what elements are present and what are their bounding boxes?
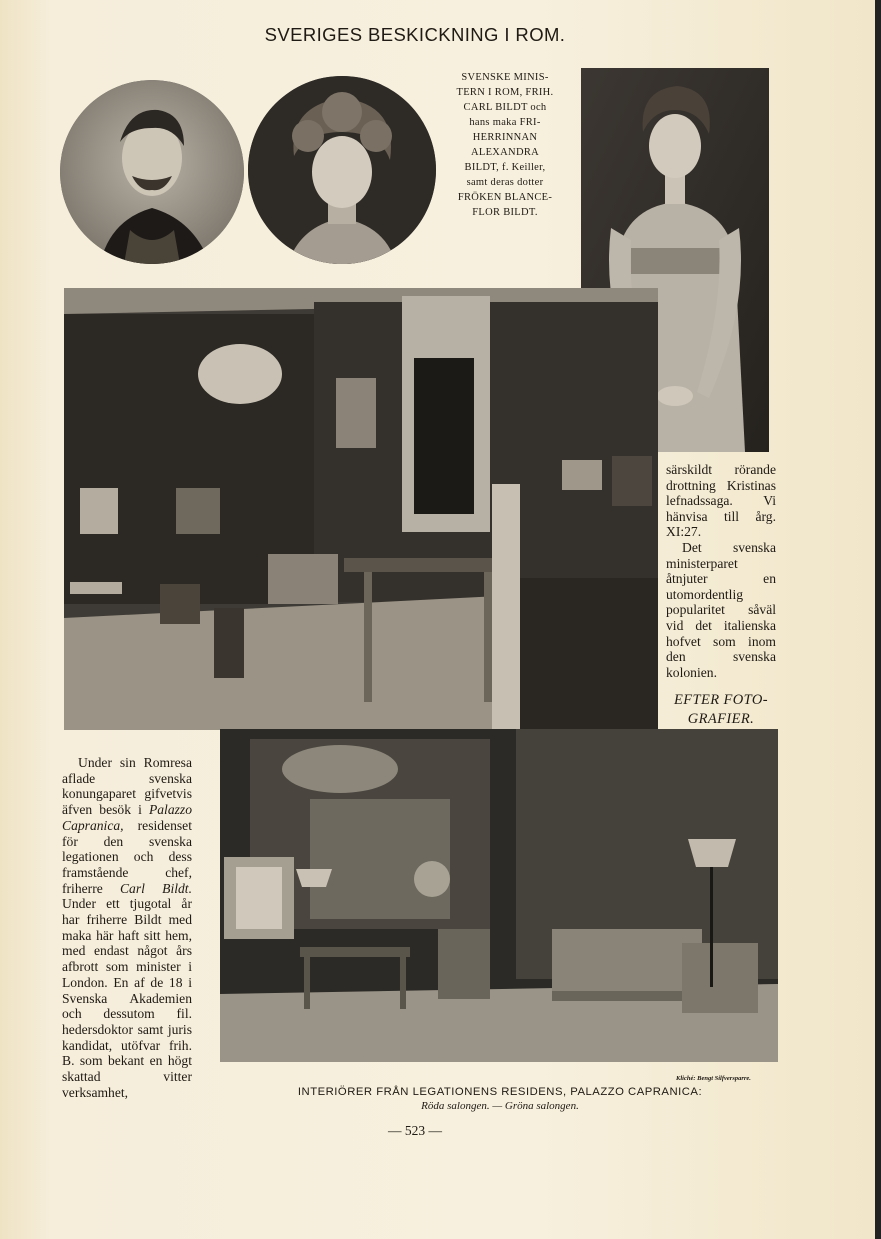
page-title: SVERIGES BESKICKNING I ROM. (264, 24, 566, 45)
caption-line: BILDT, f. Keiller, (464, 162, 546, 173)
paragraph (62, 755, 192, 1100)
caption-line: TERN I ROM, FRIH. (456, 87, 554, 98)
interior-subcaption: Röda salongen. — Gröna salongen. (421, 1100, 579, 1112)
caption-line: FLOR BILDT. (472, 207, 538, 218)
credit-line: GRAFIER. (687, 711, 755, 728)
text-run: residenset för den svenska legationen och dess framstående chef, friherre (62, 817, 192, 896)
portrait-wife-image (248, 76, 436, 264)
portrait-minister-image (60, 80, 244, 264)
engraving-credit: Kliché: Bengt Silfversparre. (676, 1075, 751, 1082)
caption-line: CARL BILDT och (463, 102, 547, 113)
left-text-column (62, 755, 192, 1100)
right-text-column (666, 462, 776, 729)
interior-caption: INTERIÖRER FRÅN LEGATIONENS RESIDENS, PALAZZO CAPRANICA: (297, 1086, 703, 1098)
red-salon-photo (64, 288, 658, 730)
caption-line: HERRINNAN (472, 132, 538, 143)
green-salon-photo (220, 729, 778, 1062)
portrait-wife-photo (248, 76, 436, 264)
credit-line: EFTER FOTO- (674, 692, 768, 709)
portrait-minister-photo (60, 80, 244, 264)
caption-line: hans maka FRI- (469, 117, 541, 128)
green-salon-image (220, 729, 778, 1062)
caption-line: FRÖKEN BLANCE- (457, 192, 553, 203)
caption-line: ALEXANDRA (470, 147, 540, 158)
page-number: — 523 — (388, 1123, 442, 1138)
emphasis: Palazzo Capranica, (62, 802, 192, 833)
paragraph: särskildt rörande drottning Kristinas lefnadssaga. Vi hänvisa till årg. XI:27. (666, 462, 776, 540)
photo-credit-note (666, 691, 776, 729)
text-run: Under sin Romresa aflade svenska konungaparet gifvetvis äfven besök i (62, 755, 192, 818)
scan-edge (875, 0, 881, 1239)
red-salon-image (64, 288, 658, 730)
caption-line: samt deras dotter (466, 177, 544, 188)
caption-line: SVENSKE MINIS- (461, 72, 549, 83)
paragraph: Det svenska ministerparet åtnjuter en utomordentlig popularitet såväl vid det italienska hofvet som inom den svenska kolonien. (666, 539, 776, 680)
text-run: Under ett tjugotal år har friherre Bildt med maka här haft sitt hem, med endast något års afbrott som minister i London. En af de 18 i Svenska Akademien och dessutom fil. hedersdoktor samt juris kandidat, utöfvar frih. B. som bekant en högt skattad vitter verksamhet, (62, 896, 192, 1100)
emphasis: Carl Bildt. (119, 880, 192, 896)
portrait-caption (448, 70, 562, 220)
